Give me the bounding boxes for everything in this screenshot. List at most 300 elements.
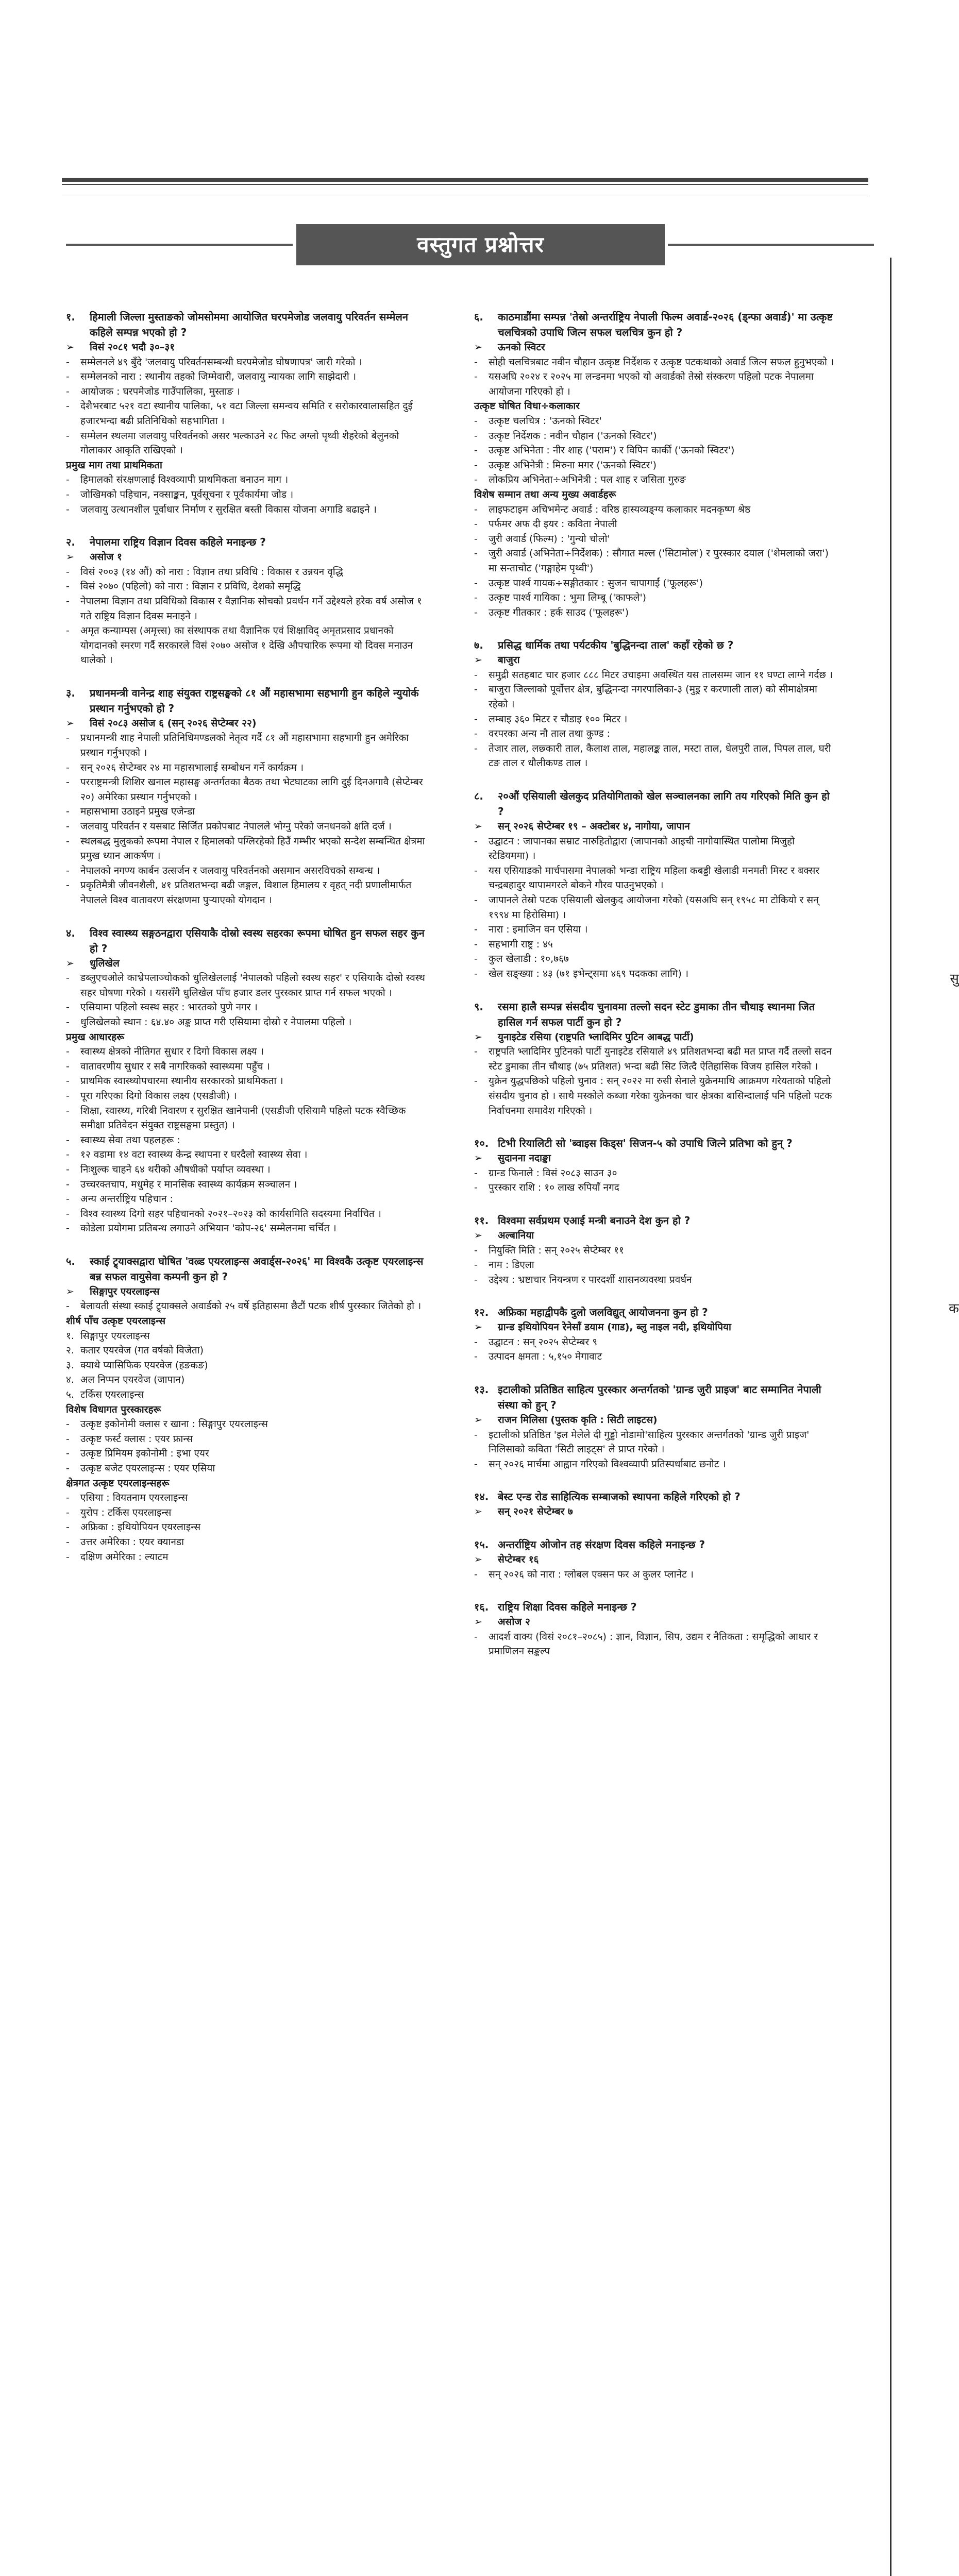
item-text: उत्तर अमेरिका : एयर क्यानडा bbox=[80, 1536, 184, 1548]
answer-arrow-icon: ➢ bbox=[474, 1321, 482, 1333]
bullet-item bbox=[66, 502, 429, 517]
answer-text: सेप्टेम्बर १६ bbox=[498, 1554, 539, 1566]
item-text: उत्कृष्ट चलचित्र : 'ऊनको स्विटर' bbox=[489, 415, 602, 427]
item-text: उत्कृष्ट प्रिमियम इकोनोमी : इभा एयर bbox=[80, 1448, 209, 1460]
question-text: राष्ट्रिय शिक्षा दिवस कहिले मनाइन्छ ? bbox=[498, 1601, 637, 1614]
answer-text: सुदानना नदाङ्का bbox=[498, 1153, 551, 1164]
item-text: पर्फमर अफ दी इयर : कविता नेपाली bbox=[489, 518, 617, 530]
bullet-dash: - bbox=[66, 474, 70, 486]
answer-arrow-icon: ➢ bbox=[474, 1229, 482, 1241]
bullet-item bbox=[66, 1192, 429, 1207]
item-number: ४. bbox=[66, 1374, 74, 1386]
question bbox=[474, 999, 837, 1030]
item-text: स्वास्थ्य क्षेत्रको नीतिगत सुधार र दिगो विकास लक्ष्य । bbox=[80, 1046, 264, 1058]
item-text: अल निप्पन एयरवेज (जापान) bbox=[80, 1374, 185, 1386]
bullet-item bbox=[66, 971, 429, 1000]
bullet-item bbox=[474, 1273, 837, 1287]
item-text: नेपालमा विज्ञान तथा प्रविधिको विकास र वैज्ञानिक सोचको प्रवर्धन गर्ने उद्देश्यले हरेक वर्ष असोज १ गते राष्ट्रिय विज्ञान दिवस मनाइने । bbox=[80, 595, 422, 622]
question-number: ७. bbox=[474, 639, 483, 652]
question bbox=[66, 1253, 429, 1284]
bullet-dash: - bbox=[66, 1178, 70, 1190]
bullet-dash: - bbox=[66, 371, 70, 383]
subheading: विशेष सम्मान तथा अन्य मुख्य अवार्डहरू bbox=[474, 488, 616, 500]
bullet-item bbox=[474, 443, 837, 458]
answer-text: विसं २०८१ भदौ ३०–३१ bbox=[90, 342, 175, 353]
bullet-item bbox=[474, 712, 837, 727]
bullet-dash: - bbox=[474, 1167, 478, 1179]
question-block bbox=[474, 1599, 837, 1659]
question-text: स्काई ट्र्याक्सद्वारा घोषित 'वल्र्ड एयरलाइन्स अवार्ड्स-२०२६' मा विश्वकै उत्कृष्ट एयरलाइन्स बन्न सफल वायुसेवा कम्पनी कुन हो ? bbox=[90, 1255, 424, 1283]
bullet-dash: - bbox=[66, 1448, 70, 1460]
bullet-dash: - bbox=[66, 865, 70, 876]
bullet-item bbox=[474, 605, 837, 620]
bullet-item bbox=[474, 726, 837, 741]
question bbox=[474, 1304, 837, 1320]
item-text: शिक्षा, स्वास्थ्य, गरिबी निवारण र सुरक्षित खानेपानी (एसडीजी एसियामै पहिलो पटक स्वैच्छिक समीक्षा प्रतिवेदन संयुक्त राष्ट्रसङ्घमा प्रस्तुत) । bbox=[80, 1105, 406, 1131]
question-number: १४. bbox=[474, 1490, 489, 1503]
bullet-item bbox=[474, 834, 837, 863]
item-text: युक्रेन युद्धपछिको पहिलो चुनाव : सन् २०२२ मा रुसी सेनाले युक्रेनमाथि आक्रमण गरेयताको पहिलो संसदीय चुनाव हो । साथै मस्कोले कब्जा गरेका युक्रेनका चार क्षेत्रका बासिन्दालाई पनि पहिलो पटक निर्वाचनमा समावेश गरिएको । bbox=[489, 1075, 832, 1116]
answer bbox=[474, 1504, 837, 1519]
bullet-item bbox=[66, 472, 429, 487]
bullet-dash: - bbox=[66, 1163, 70, 1175]
bullet-item bbox=[474, 1180, 837, 1195]
bullet-item bbox=[66, 1221, 429, 1236]
bullet-item bbox=[66, 1104, 429, 1133]
question-number: ४. bbox=[66, 926, 75, 939]
bullet-dash: - bbox=[474, 503, 478, 515]
question-text: इटालीको प्रतिष्ठित साहित्य पुरस्कार अन्तर्गतको 'ग्रान्ड जुरी प्राइज' बाट सम्मानित नेपाली संस्था को हुन् ? bbox=[498, 1383, 821, 1412]
item-text: प्राथमिक स्वास्थ्योपचारमा स्थानीय सरकारको प्राथमिकता । bbox=[80, 1075, 283, 1087]
subheading: प्रमुख माग तथा प्राथमिकता bbox=[66, 459, 162, 471]
bullet-dash: - bbox=[474, 1568, 478, 1580]
bullet-dash: - bbox=[66, 356, 70, 368]
question bbox=[474, 1489, 837, 1504]
item-text: सोही चलचित्रबाट नवीन चौहान उत्कृष्ट निर्देशक र उत्कृष्ट पटकथाको अवार्ड जित्न सफल हुनुभएको । bbox=[489, 356, 834, 368]
item-text: राष्ट्रपति भ्लादिमिर पुटिनको पार्टी युनाइटेड रसियाले ४९ प्रतिशतभन्दा बढी मत प्राप्त गर्दै तल्लो सदन स्टेट डुमाका तीन चौथाइ (७५ प्रतिशत) भन्दा बढी सिट जित्दै ऐतिहासिक विजय हासिल गरेको । bbox=[489, 1046, 832, 1072]
question-block bbox=[474, 637, 837, 771]
bullet-dash: - bbox=[474, 924, 478, 936]
edge-text: क bbox=[949, 1301, 959, 1316]
bullet-item bbox=[474, 1166, 837, 1181]
question-number: ५. bbox=[66, 1255, 75, 1267]
numbered-item bbox=[66, 1372, 429, 1387]
bullet-item bbox=[474, 682, 837, 711]
question-text: प्रधानमन्त्री वानेन्द्र शाह संयुक्त राष्ट्रसङ्घको ८१ औं महासभामा सहभागी हुन कहिले न्युयोर्क प्रस्थान गर्नुभएको हो ? bbox=[90, 686, 419, 715]
question-block bbox=[66, 925, 429, 1236]
bullet-item bbox=[474, 1428, 837, 1457]
answer-arrow-icon: ➢ bbox=[474, 654, 482, 666]
bullet-dash: - bbox=[474, 1259, 478, 1271]
bullet-dash: - bbox=[66, 1090, 70, 1101]
bullet-item bbox=[474, 472, 837, 487]
question-text: २०औं एसियाली खेलकुद प्रतियोगिताको खेल सञ्चालनका लागि तय गरिएको मिति कुन हो ? bbox=[498, 790, 830, 818]
item-text: नारा : इमाजिन वन एसिया । bbox=[489, 924, 588, 936]
bullet-dash: - bbox=[66, 1463, 70, 1474]
bullet-dash: - bbox=[66, 595, 70, 607]
question-number: १५. bbox=[474, 1538, 489, 1551]
bullet-dash: - bbox=[474, 684, 478, 696]
bullet-item bbox=[474, 1335, 837, 1350]
bullet-dash: - bbox=[66, 732, 70, 744]
item-text: बाजुरा जिल्लाको पूर्वोत्तर क्षेत्र, बुद्धिनन्दा नगरपालिका-३ (मुड्र्र र करणाली ताल) को सीमाक्षेत्रमा रहेको । bbox=[489, 684, 817, 710]
answer-text: असोज २ bbox=[498, 1616, 530, 1628]
item-text: दक्षिण अमेरिका : ल्याटम bbox=[80, 1551, 169, 1563]
bullet-dash: - bbox=[474, 459, 478, 471]
answer-arrow-icon: ➢ bbox=[66, 342, 74, 353]
answer bbox=[66, 340, 429, 355]
subheading: प्रमुख आधारहरू bbox=[66, 1031, 124, 1043]
answer-arrow-icon: ➢ bbox=[66, 551, 74, 563]
bullet-dash: - bbox=[474, 1244, 478, 1256]
bullet-dash: - bbox=[66, 1521, 70, 1533]
item-text: सम्मेलनको नारा : स्थानीय तहको जिम्मेवारी, जलवायु न्यायका लागि साझेदारी । bbox=[80, 371, 357, 383]
question-text: हिमाली जिल्ला मुस्ताङको जोमसोममा आयोजित घरपमेजोड जलवायु परिवर्तन सम्मेलन कहिले सम्पन्न भएको हो ? bbox=[90, 311, 408, 338]
bullet-item bbox=[474, 355, 837, 370]
bullet-item bbox=[474, 517, 837, 532]
bullet-dash: - bbox=[66, 1506, 70, 1518]
bullet-item bbox=[66, 804, 429, 819]
bullet-item bbox=[474, 1258, 837, 1273]
bullet-dash: - bbox=[66, 1105, 70, 1116]
answer-text: राजन मिलिसा (पुस्तक कृति : सिटी लाइटस) bbox=[498, 1414, 658, 1426]
question-block bbox=[474, 1136, 837, 1195]
bullet-dash: - bbox=[474, 533, 478, 545]
question-number: ९. bbox=[474, 1000, 483, 1013]
item-text: उद्देश्य : भ्रष्टाचार नियन्त्रण र पारदर्शी शासनव्यवस्था प्रवर्धन bbox=[489, 1274, 692, 1285]
bullet-dash: - bbox=[66, 1536, 70, 1548]
bullet-dash: - bbox=[474, 356, 478, 368]
answer bbox=[474, 340, 837, 355]
numbered-item bbox=[66, 1358, 429, 1373]
answer bbox=[66, 956, 429, 971]
bullet-item bbox=[66, 1074, 429, 1089]
numbered-item bbox=[66, 1343, 429, 1358]
question-text: अन्तर्राष्ट्रिय ओजोन तह संरक्षण दिवस कहिले मनाइन्छ ? bbox=[498, 1538, 705, 1551]
column-divider bbox=[890, 258, 891, 2576]
question-text: नेपालमा राष्ट्रिय विज्ञान दिवस कहिले मनाइन्छ ? bbox=[90, 536, 266, 549]
header-rule bbox=[62, 178, 868, 182]
question-block bbox=[474, 1382, 837, 1471]
item-text: विसं २००३ (१४ औं) को नारा : विज्ञान तथा प्रविधि : विकास र उन्नयन वृद्धि bbox=[80, 566, 343, 578]
item-number: ५. bbox=[66, 1389, 74, 1401]
bullet-item bbox=[66, 1550, 429, 1565]
answer bbox=[474, 1228, 837, 1243]
bullet-dash: - bbox=[66, 1002, 70, 1013]
bullet-dash: - bbox=[66, 1193, 70, 1205]
bullet-dash: - bbox=[474, 415, 478, 427]
answer-text: अल्बानिया bbox=[498, 1229, 534, 1241]
item-text: युरोप : टर्किस एयरलाइन्स bbox=[80, 1506, 172, 1518]
bullet-dash: - bbox=[474, 1274, 478, 1285]
answer bbox=[474, 1151, 837, 1166]
item-text: लम्बाइ ३६० मिटर र चौडाइ १०० मिटर । bbox=[489, 713, 628, 725]
item-text: आदर्श वाक्य (विसं २०८१–२०८५) : ज्ञान, विज्ञान, सिप, उद्यम र नैतिकता : समृद्धिको आधार र प्रमाणिलन सङ्कल्प bbox=[489, 1631, 818, 1657]
question-number: ११. bbox=[474, 1214, 489, 1227]
bullet-dash: - bbox=[66, 972, 70, 984]
answer-arrow-icon: ➢ bbox=[66, 1285, 74, 1297]
answer bbox=[474, 819, 837, 834]
item-text: हिमालको संरक्षणलाई विश्वव्यापी प्राथमिकता बनाउन माग । bbox=[80, 474, 289, 486]
bullet-item bbox=[474, 668, 837, 683]
item-text: उत्कृष्ट बजेट एयरलाइन्स : एयर एसिया bbox=[80, 1463, 215, 1474]
bullet-dash: - bbox=[66, 503, 70, 515]
question-number: २. bbox=[66, 536, 75, 549]
item-text: प्रकृतिमैत्री जीवनशैली, ४१ प्रतिशतभन्दा बढी जङ्गल, विशाल हिमालय र वृहत् नदी प्रणालीमार्फत नेपालले विश्व वातावरण संरक्षणमा पुर्‍याएको योगदान । bbox=[80, 879, 412, 906]
subheading: शीर्ष पाँच उत्कृष्ट एयरलाइन्स bbox=[66, 1315, 166, 1327]
question-block bbox=[66, 534, 429, 668]
item-text: अमृत कन्याम्पस (अमृत्त्स) का संस्थापक तथा वैज्ञानिक एवं शिक्षाविद् अमृतप्रसाद प्रधानको योगदानको स्मरण गर्दै सरकारले विसं २०७० असोज १ देखि औपचारिक रूपमा यो दिवस मनाउन थालेको । bbox=[80, 625, 413, 666]
item-text: एसिया : वियतनाम एयरलाइन्स bbox=[80, 1492, 188, 1504]
bullet-item bbox=[66, 1177, 429, 1192]
bullet-dash: - bbox=[66, 806, 70, 818]
question-text: रसमा हालै सम्पन्न संसदीय चुनावमा तल्लो सदन स्टेट डुमाका तीन चौथाइ स्थानमा जित हासिल गर्न सफल पार्टी कुन हो ? bbox=[498, 1000, 815, 1028]
item-text: क्याथे प्यासिफिक एयरवेज (हङकङ) bbox=[80, 1359, 208, 1371]
bullet-item bbox=[66, 384, 429, 399]
question-text: काठमाडौंमा सम्पन्न 'तेस्रो अन्तर्राष्ट्रिय नेपाली फिल्म अवार्ड-२०२६ (ड्न्फा अवार्ड)' मा उत्कृष्ट चलचित्रको उपाधि जित्न सफल चलचित्र कुन हो ? bbox=[498, 311, 833, 338]
bullet-dash: - bbox=[66, 821, 70, 833]
bullet-dash: - bbox=[474, 1336, 478, 1348]
item-text: लाइफटाइम अचिभमेन्ट अवार्ड : वरिष्ठ हास्यव्यङ्ग्य कलाकार मदनकृष्ण श्रेष्ठ bbox=[489, 503, 751, 515]
question bbox=[66, 534, 429, 550]
bullet-dash: - bbox=[474, 742, 478, 754]
bullet-item bbox=[66, 623, 429, 668]
question-number: ३. bbox=[66, 686, 75, 699]
bullet-item bbox=[474, 937, 837, 952]
page-top-margin bbox=[21, 0, 943, 27]
bullet-item bbox=[66, 1044, 429, 1059]
item-text: उत्कृष्ट इकोनोमी क्लास र खाना : सिङ्गापुर एयरलाइन्स bbox=[80, 1418, 268, 1430]
question-number: ६. bbox=[474, 311, 483, 323]
bullet-item bbox=[474, 741, 837, 771]
question bbox=[66, 925, 429, 956]
item-number: १. bbox=[66, 1330, 74, 1342]
bullet-item bbox=[474, 502, 837, 517]
answer-text: युनाइटेड रसिया (राष्ट्रपति भ्लादिमिर पुटिन आबद्ध पार्टी) bbox=[498, 1031, 694, 1043]
bullet-item bbox=[66, 1446, 429, 1461]
item-text: लोकप्रिय अभिनेता÷अभिनेत्री : पल शाह र जसिता गुरुङ bbox=[489, 474, 686, 486]
item-text: स्वास्थ्य सेवा तथा पहलहरू : bbox=[80, 1134, 180, 1146]
bullet-dash: - bbox=[66, 761, 70, 773]
bullet-dash: - bbox=[66, 400, 70, 412]
item-text: उद्घाटन : जापानका सम्राट नारुहितोद्वारा (जापानको आइची नागोयास्थित पालोमा मिजुहो स्टेडियममा) । bbox=[489, 835, 795, 862]
question-number: १. bbox=[66, 311, 75, 323]
question-text: टिभी रियालिटी सो 'ब्वाइस किड्स' सिजन-५ को उपाधि जित्ने प्रतिभा को हुन् ? bbox=[498, 1137, 793, 1150]
subheading: उत्कृष्ट घोषित विधा÷कलाकार bbox=[474, 400, 580, 412]
bullet-dash: - bbox=[474, 1182, 478, 1194]
bullet-dash: - bbox=[66, 385, 70, 397]
answer-text: सन् २०२६ सेप्टेम्बर १९ – अक्टोबर ४, नागोया, जापान bbox=[498, 821, 690, 833]
bullet-dash: - bbox=[66, 1208, 70, 1219]
section-title: वस्तुगत प्रश्नोत्तर bbox=[296, 224, 665, 265]
bullet-item bbox=[66, 1015, 429, 1030]
item-text: निःशुल्क चाहने ६४ थरीको औषधीको पर्याप्त व्यवस्था । bbox=[80, 1163, 271, 1175]
bullet-dash: - bbox=[66, 625, 70, 637]
bullet-dash: - bbox=[66, 1492, 70, 1504]
item-number: ३. bbox=[66, 1359, 74, 1371]
bullet-item bbox=[66, 594, 429, 623]
question-block bbox=[474, 788, 837, 981]
bullet-item bbox=[474, 1567, 837, 1582]
question bbox=[474, 788, 837, 819]
answer-arrow-icon: ➢ bbox=[474, 1616, 482, 1628]
bullet-item bbox=[66, 1089, 429, 1104]
bullet-item bbox=[66, 579, 429, 594]
question-block bbox=[474, 309, 837, 620]
item-text: उत्कृष्ट पार्श्व गायक÷सङ्गीतकार : सुजन चापागाईं ('फूलहरू') bbox=[489, 577, 703, 589]
bullet-item bbox=[66, 834, 429, 863]
item-text: विसं २०७० (पहिलो) को नारा : विज्ञान र प्रविधि, देशको समृद्धि bbox=[80, 581, 301, 592]
bullet-item bbox=[66, 487, 429, 502]
bullet-dash: - bbox=[474, 518, 478, 530]
bullet-dash: - bbox=[66, 835, 70, 847]
bullet-item bbox=[474, 893, 837, 922]
bullet-item bbox=[474, 532, 837, 547]
bullet-item bbox=[66, 429, 429, 458]
item-text: सिङ्गापुर एयरलाइन्स bbox=[80, 1330, 150, 1342]
item-text: पूरा गरिएका दिगो विकास लक्ष्य (एसडीजी) । bbox=[80, 1090, 237, 1101]
item-text: डब्लुएचओले काभ्रेपलाञ्चोकको धुलिखेललाई 'नेपालको पहिलो स्वस्थ सहर' र एसियाकै दोस्रो स्वस्थ सहर घोषणा गरेको । यससँगै धुलिखेल पाँच हजार डलर पुरस्कार प्राप्त गर्न सफल भएको । bbox=[80, 972, 425, 998]
answer-arrow-icon: ➢ bbox=[474, 1506, 482, 1518]
question-block bbox=[474, 1489, 837, 1519]
bullet-item bbox=[66, 1133, 429, 1148]
bullet-dash: - bbox=[474, 938, 478, 950]
bullet-item bbox=[66, 1162, 429, 1177]
question-text: प्रसिद्ध धार्मिक तथा पर्यटकीय 'बुद्धिनन्दा ताल' कहाँ रहेको छ ? bbox=[498, 639, 734, 652]
answer-arrow-icon: ➢ bbox=[474, 1414, 482, 1426]
item-text: जलवायु परिवर्तन र यसबाट सिर्जित प्रकोपबाट नेपालले भोग्नु परेको जनधनको क्षति दर्ज । bbox=[80, 821, 392, 833]
item-text: सम्मेलन स्थलमा जलवायु परिवर्तनको असर भल्काउने २८ फिट अग्लो पृथ्वी शैहरेको बेलुनको गोलाकार आकृति राखिएको । bbox=[80, 430, 399, 456]
bullet-item bbox=[66, 1490, 429, 1505]
item-text: उत्कृष्ट पार्श्व गायिका : भुमा लिम्बू ('काफले') bbox=[489, 592, 647, 604]
bullet-item bbox=[474, 967, 837, 981]
bullet-dash: - bbox=[474, 953, 478, 965]
item-text: बेलायती संस्था स्काई ट्र्याक्सले अवार्डको २५ वर्षे इतिहासमा छैटौं पटक शीर्ष पुरस्कार जितेको हो । bbox=[80, 1300, 422, 1312]
bullet-item bbox=[66, 1207, 429, 1222]
bullet-item bbox=[474, 952, 837, 967]
left-column bbox=[66, 309, 429, 1582]
bullet-dash: - bbox=[66, 1134, 70, 1146]
item-number: २. bbox=[66, 1345, 74, 1357]
answer bbox=[474, 1413, 837, 1428]
bullet-dash: - bbox=[66, 1433, 70, 1445]
question-number: ८. bbox=[474, 790, 483, 803]
bullet-dash: - bbox=[474, 548, 478, 560]
bullet-item bbox=[66, 399, 429, 428]
item-text: तेजार ताल, लछ्कारी ताल, कैलाश ताल, महालङ्क ताल, मस्टा ताल, धेलपुरी ताल, पिपल ताल, घरी टङ ताल र धौलीकण्ड ताल । bbox=[489, 742, 831, 769]
answer-text: सिङ्गापुर एयरलाइन्स bbox=[90, 1285, 160, 1297]
answer-text: धुलिखेल bbox=[90, 957, 120, 969]
bullet-item bbox=[66, 1299, 429, 1314]
question-block bbox=[474, 1537, 837, 1582]
bullet-dash: - bbox=[474, 474, 478, 486]
question-text: अफ्रिका महाद्वीपकै दुलो जलविद्युत् आयोजनना कुन हो ? bbox=[498, 1306, 708, 1319]
answer-text: ऊनको स्विटर bbox=[498, 342, 545, 353]
bullet-item bbox=[66, 1505, 429, 1520]
bullet-dash: - bbox=[474, 371, 478, 383]
item-text: उच्चरक्तचाप, मधुमेह र मानसिक स्वास्थ्य कार्यक्रम सञ्चालन । bbox=[80, 1178, 297, 1190]
bullet-item bbox=[66, 863, 429, 878]
item-text: परराष्ट्रमन्त्री शिशिर खनाल महासङ्घ अन्तर्गतका बैठक तथा भेटघाटका लागि दुई दिनअगावै (सेप्टेम्बर २०) अमेरिका प्रस्थान गर्नुभएको । bbox=[80, 776, 423, 803]
bullet-item bbox=[474, 546, 837, 575]
bullet-dash: - bbox=[66, 1418, 70, 1430]
item-text: उत्कृष्ट अभिनेत्री : मिरुना मगर ('ऊनको स्विटर') bbox=[489, 459, 657, 471]
question-number: १०. bbox=[474, 1137, 489, 1150]
bullet-dash: - bbox=[474, 1458, 478, 1470]
item-text: उद्घाटन : सन् २०२५ सेप्टेम्बर ९ bbox=[489, 1336, 598, 1348]
item-text: सहभागी राष्ट्र : ४५ bbox=[489, 938, 553, 950]
numbered-item bbox=[66, 1387, 429, 1402]
question bbox=[66, 309, 429, 340]
item-text: उत्कृष्ट अभिनेता : नीर शाह ('पराम') र विपिन कार्की ('ऊनको स्विटर') bbox=[489, 445, 735, 456]
question bbox=[474, 1213, 837, 1228]
question bbox=[474, 637, 837, 653]
bullet-item bbox=[474, 590, 837, 605]
item-text: देशैभरबाट ५२१ वटा स्थानीय पालिका, ५१ वटा जिल्ला समन्वय समिति र सरोकारवालासहित दुई हजारभन्दा बढी प्रतिनिधिको सहभागिता । bbox=[80, 400, 413, 427]
bullet-dash: - bbox=[66, 1016, 70, 1028]
bullet-item bbox=[66, 775, 429, 804]
question bbox=[474, 1537, 837, 1552]
bullet-item bbox=[66, 1520, 429, 1535]
answer-arrow-icon: ➢ bbox=[66, 717, 74, 729]
answer bbox=[66, 1284, 429, 1299]
bullet-item bbox=[66, 1417, 429, 1432]
bullet-dash: - bbox=[66, 1223, 70, 1234]
item-text: नाम : डिएला bbox=[489, 1259, 534, 1271]
answer-arrow-icon: ➢ bbox=[474, 342, 482, 353]
edge-text: सु bbox=[950, 971, 959, 987]
bullet-dash: - bbox=[474, 1631, 478, 1642]
bullet-item bbox=[66, 1059, 429, 1074]
item-text: आयोजक : घरपमेजोड गाउँपालिका, मुस्ताङ । bbox=[80, 385, 240, 397]
item-text: सम्मेलनले ४९ बुँदे 'जलवायु परिवर्तनसम्बन्धी घरपमेजोड घोषणापत्र' जारी गरेको । bbox=[80, 356, 362, 368]
answer-arrow-icon: ➢ bbox=[474, 1031, 482, 1043]
question-block bbox=[474, 999, 837, 1118]
bullet-item bbox=[66, 1000, 429, 1015]
bullet-item bbox=[66, 819, 429, 834]
item-text: कतार एयरवेज (गत वर्षको विजेता) bbox=[80, 1345, 204, 1357]
question-number: १३. bbox=[474, 1383, 489, 1396]
question bbox=[474, 1136, 837, 1151]
subheading: क्षेत्रगत उत्कृष्ट एयरलाइन्सहरू bbox=[66, 1477, 170, 1489]
answer-text: असोज १ bbox=[90, 551, 122, 563]
bullet-item bbox=[66, 1432, 429, 1447]
item-text: उत्कृष्ट फर्स्ट क्लास : एयर फ्रान्स bbox=[80, 1433, 193, 1445]
item-text: टर्किस एयरलाइन्स bbox=[80, 1389, 144, 1401]
bullet-item bbox=[474, 1243, 837, 1258]
answer bbox=[474, 1030, 837, 1045]
question-block bbox=[66, 685, 429, 908]
bullet-dash: - bbox=[66, 1046, 70, 1058]
bullet-dash: - bbox=[474, 592, 478, 604]
item-text: उत्कृष्ट निर्देशक : नवीन चौहान ('ऊनको स्विटर') bbox=[489, 430, 657, 442]
answer-text: सन् २०२१ सेप्टेम्बर ७ bbox=[498, 1506, 573, 1518]
bullet-dash: - bbox=[474, 445, 478, 456]
answer-text: ग्रान्ड इथियोपियन रेनेसाँ डयाम (गाड), ब्लु नाइल नदी, इथियोपिया bbox=[498, 1321, 731, 1333]
bullet-dash: - bbox=[66, 430, 70, 442]
bullet-dash: - bbox=[474, 894, 478, 906]
numbered-item bbox=[66, 1329, 429, 1344]
bullet-dash: - bbox=[474, 713, 478, 725]
bullet-dash: - bbox=[474, 728, 478, 740]
item-text: सन् २०२६ मार्चमा आह्वान गरिएको विश्वव्यापी प्रतिस्पर्धाबाट छनोट । bbox=[489, 1458, 726, 1470]
item-text: नियुक्ति मिति : सन् २०२५ सेप्टेम्बर ११ bbox=[489, 1244, 624, 1256]
bullet-item bbox=[66, 878, 429, 907]
answer-arrow-icon: ➢ bbox=[474, 1554, 482, 1566]
bullet-dash: - bbox=[66, 566, 70, 578]
question-block bbox=[66, 309, 429, 517]
item-text: पुरस्कार राशि : १० लाख रुपियाँ नगद bbox=[489, 1182, 619, 1194]
